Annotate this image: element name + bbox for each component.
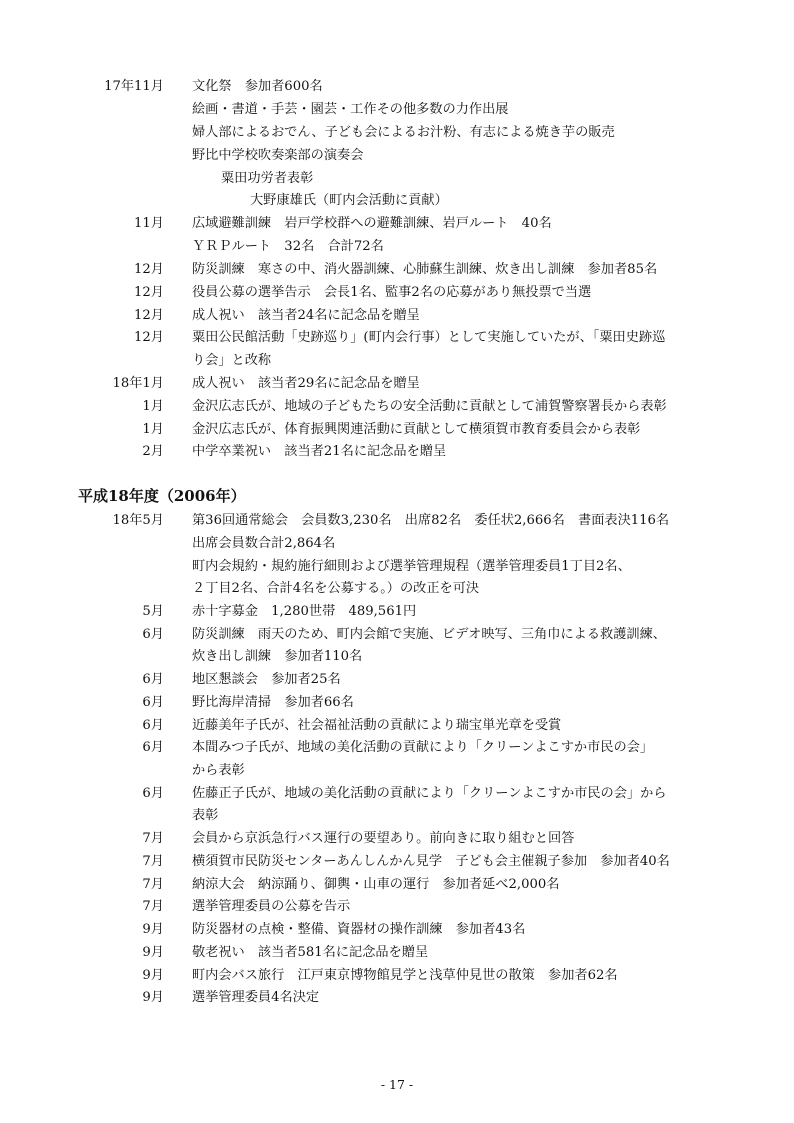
event-entry [0, 510, 794, 532]
entry-text: 成人祝い 該当者29名に記念品を贈呈 [192, 376, 420, 391]
event-entry [0, 76, 794, 98]
entry-text: 防災器材の点検・整備、資器材の操作訓練 参加者43名 [192, 922, 526, 937]
page-number: - 17 - [380, 1077, 414, 1092]
entry-text: 広域避難訓練 岩戸学校群への避難訓練、岩戸ルート 40名 [192, 216, 552, 231]
entry-text: 会員から京浜急行バス運行の要望あり。前向きに取り組むと回答 [192, 831, 575, 846]
entry-date: 18年5月 [112, 513, 164, 528]
event-entry [0, 783, 794, 805]
entry-text: 第36回通常総会 会員数3,230名 出席82名 委任状2,666名 書面表決116名 [192, 513, 670, 528]
event-entry [0, 624, 794, 646]
entry-date: 5月 [142, 604, 164, 619]
entry-date: 6月 [142, 786, 164, 801]
event-entry [0, 965, 794, 987]
entry-text: 野比海岸清掃 参加者66名 [192, 695, 354, 710]
entry-text: 粟田公民館活動「史跡巡り」(町内会行事）として実施していたが、「粟田史跡巡 [192, 330, 666, 345]
entry-date: 9月 [142, 945, 164, 960]
event-entry [0, 305, 794, 327]
entry-continuation: 炊き出し訓練 参加者110名 [192, 649, 363, 664]
entry-text: 敬老祝い 該当者581名に記念品を贈呈 [192, 945, 429, 960]
event-entry [0, 327, 794, 349]
event-entry [0, 601, 794, 623]
event-entry [0, 828, 794, 850]
entry-date: 12月 [134, 285, 164, 300]
entry-text: 選挙管理委員の公募を告示 [192, 899, 351, 914]
entry-text: 金沢広志氏が、体育振興関連活動に貢献として横須賀市教育委員会から表彰 [192, 422, 641, 437]
entry-date: 7月 [142, 899, 164, 914]
entry-continuation: ２丁目2名、合計4名を公募する。）の改正を可決 [192, 581, 480, 596]
entry-date: 1月 [142, 422, 164, 437]
entry-text: 防災訓練 雨天のため、町内会館で実施、ビデオ映写、三角巾による救護訓練、 [192, 627, 666, 642]
entry-continuation: から表彰 [192, 763, 245, 778]
entry-continuation: 表彰 [192, 808, 219, 823]
entry-date: 7月 [142, 877, 164, 892]
entry-continuation: 大野康雄氏（町内会活動に貢献） [250, 193, 448, 208]
entry-text: 役員公募の選挙告示 会長1名、監事2名の応募があり無投票で当選 [192, 285, 592, 300]
entry-continuation: り会」と改称 [192, 353, 272, 368]
entry-text: 中学卒業祝い 該当者21名に記念品を贈呈 [192, 444, 447, 459]
entry-continuation: 婦人部によるおでん、子ども会によるお汁粉、有志による焼き芋の販売 [192, 125, 615, 140]
entry-date: 11月 [134, 216, 164, 231]
event-entry [0, 987, 794, 1009]
entry-date: 17年11月 [104, 79, 164, 94]
entry-date: 9月 [142, 990, 164, 1005]
entry-date: 12月 [134, 262, 164, 277]
event-entry [0, 874, 794, 896]
section-heading: 平成18年度（2006年） [78, 487, 246, 505]
event-entry [0, 373, 794, 395]
event-entry [0, 942, 794, 964]
event-entry [0, 213, 794, 235]
entry-text: 近藤美年子氏が、社会福祉活動の貢献により瑞宝単光章を受賞 [192, 718, 562, 733]
entry-text: 金沢広志氏が、地域の子どもたちの安全活動に貢献として浦賀警察署長から表彰 [192, 399, 667, 414]
entry-text: 文化祭 参加者600名 [192, 79, 323, 94]
entry-date: 6月 [142, 672, 164, 687]
entry-text: 成人祝い 該当者24名に記念品を贈呈 [192, 308, 420, 323]
event-entry [0, 259, 794, 281]
event-entry [0, 896, 794, 918]
entry-date: 12月 [134, 330, 164, 345]
entry-date: 1月 [142, 399, 164, 414]
entry-date: 2月 [142, 444, 164, 459]
entry-date: 7月 [142, 831, 164, 846]
entry-continuation: 粟田功労者表彰 [221, 171, 314, 186]
entry-date: 7月 [142, 854, 164, 869]
event-entry [0, 282, 794, 304]
event-entry [0, 715, 794, 737]
entry-text: 地区懇談会 参加者25名 [192, 672, 341, 687]
entry-date: 6月 [142, 695, 164, 710]
event-entry [0, 692, 794, 714]
event-entry [0, 669, 794, 691]
entry-text: 防災訓練 寒さの中、消火器訓練、心肺蘇生訓練、炊き出し訓練 参加者85名 [192, 262, 658, 277]
event-entry [0, 419, 794, 441]
entry-continuation: 野比中学校吹奏楽部の演奏会 [192, 148, 364, 163]
entry-date: 6月 [142, 718, 164, 733]
entry-text: 本間みつ子氏が、地域の美化活動の貢献により「クリーンよこすか市民の会」 [192, 740, 654, 755]
entry-text: 選挙管理委員4名決定 [192, 990, 320, 1005]
event-entry [0, 441, 794, 463]
event-entry [0, 851, 794, 873]
event-entry [0, 737, 794, 759]
entry-date: 6月 [142, 740, 164, 755]
entry-continuation: ＹＲＰルート 32名 合計72名 [192, 239, 384, 254]
entry-date: 12月 [134, 308, 164, 323]
entry-text: 横須賀市民防災センターあんしんかん見学 子ども会主催親子参加 参加者40名 [192, 854, 670, 869]
event-entry [0, 919, 794, 941]
entry-date: 9月 [142, 922, 164, 937]
entry-continuation: 絵画・書道・手芸・園芸・工作その他多数の力作出展 [192, 102, 509, 117]
entry-text: 赤十字募金 1,280世帯 489,561円 [192, 604, 417, 619]
entry-text: 町内会バス旅行 江戸東京博物館見学と浅草仲見世の散策 参加者62名 [192, 968, 618, 983]
entry-continuation: 出席会員数合計2,864名 [192, 536, 336, 551]
entry-text: 納涼大会 納涼踊り、御輿・山車の運行 参加者延べ2,000名 [192, 877, 560, 892]
entry-date: 9月 [142, 968, 164, 983]
entry-date: 6月 [142, 627, 164, 642]
entry-date: 18年1月 [112, 376, 164, 391]
entry-continuation: 町内会規約・規約施行細則および選挙管理規程（選挙管理委員1丁目2名、 [192, 559, 631, 574]
event-entry [0, 396, 794, 418]
entry-text: 佐藤正子氏が、地域の美化活動の貢献により「クリーンよこすか市民の会」から [192, 786, 667, 801]
